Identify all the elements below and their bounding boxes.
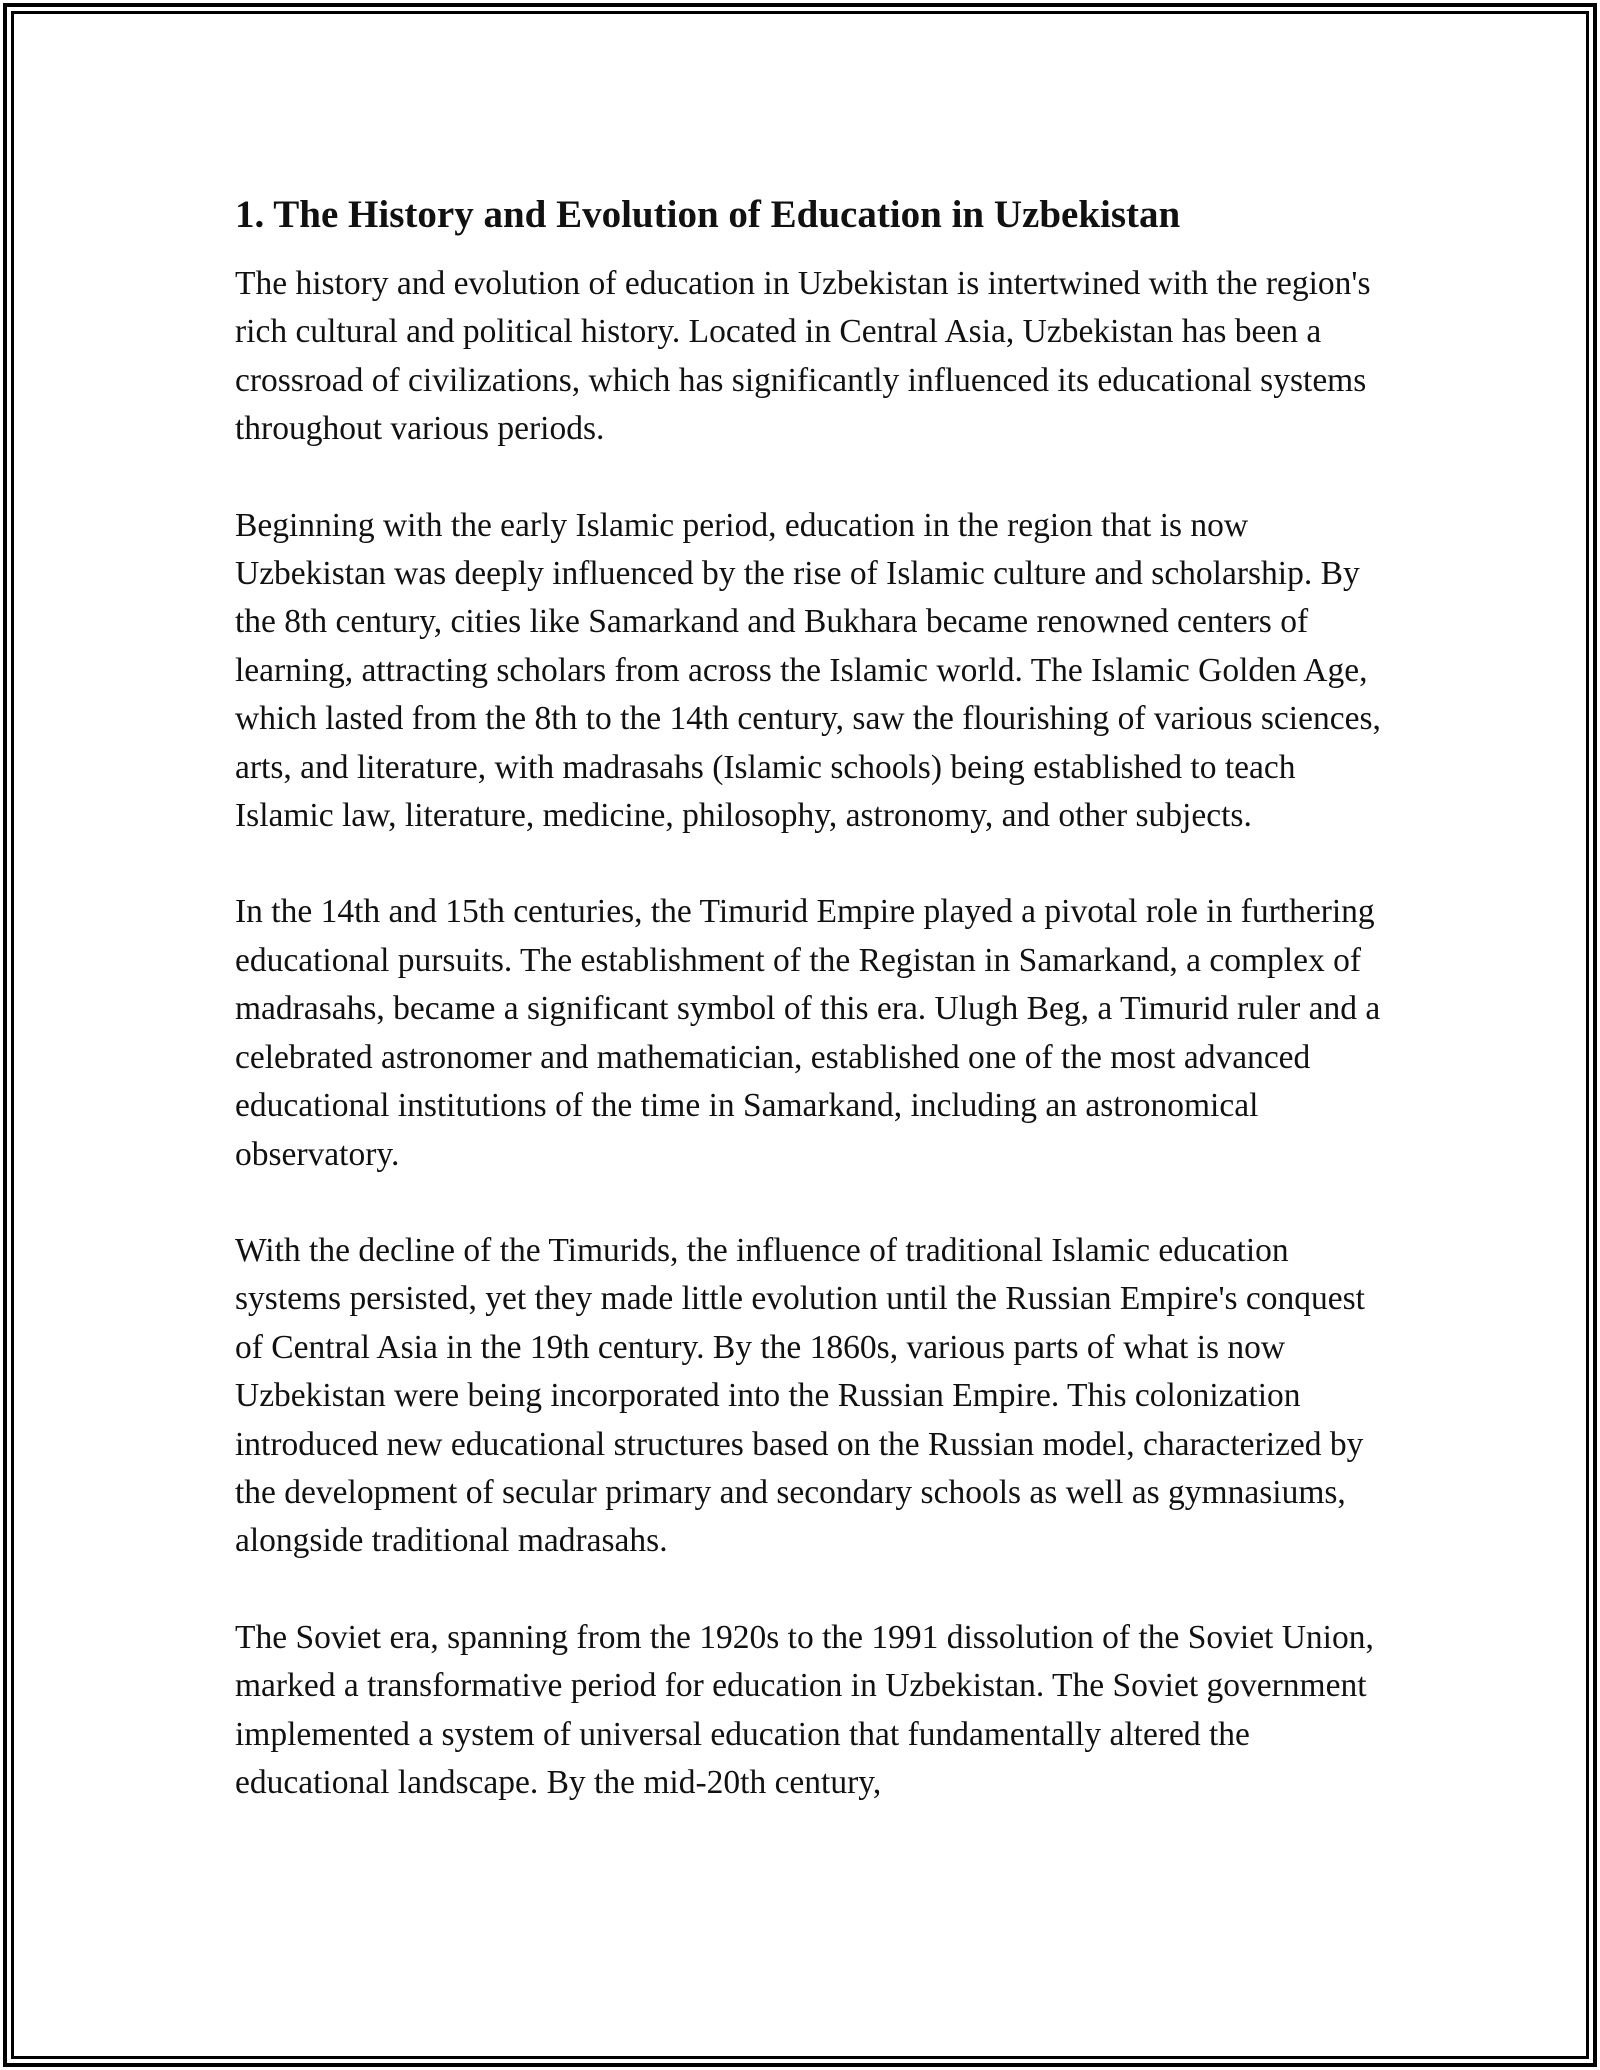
section-title: 1. The History and Evolution of Education in Uzbekistan xyxy=(235,193,1181,236)
paragraph-timurid-empire: In the 14th and 15th centuries, the Timurid Empire played a pivotal role in furthering educational pursuits. The establishment of the Registan in Samarkand, a complex of madrasahs, became a significant symbol of this era. Ulugh Beg, a Timurid ruler and a celebrated astronomer and mathematician, established one of the most advanced educational institutions of the time in Samarkand, including an astronomical observatory. xyxy=(235,893,1381,1173)
document-body xyxy=(235,188,1385,1855)
paragraph-soviet-era: The Soviet era, spanning from the 1920s to the 1991 dissolution of the Soviet Union, marked a transformative period for education in Uzbekistan. The Soviet government implemented a system of universal education that fundamentally altered the educational landscape. By the mid-20th century, xyxy=(235,1618,1374,1801)
paragraph-russian-empire: With the decline of the Timurids, the influence of traditional Islamic education systems persisted, yet they made little evolution until the Russian Empire's conquest of Central Asia in the 19th century. By the 1860s, various parts of what is now Uzbekistan were being incorporated into the Russian Empire. This colonization introduced new educational structures based on the Russian model, characterized by the development of secular primary and secondary schools as well as gymnasiums, alongside traditional madrasahs. xyxy=(235,1231,1365,1560)
paragraph-islamic-period: Beginning with the early Islamic period, education in the region that is now Uzbekistan was deeply influenced by the rise of Islamic culture and scholarship. By the 8th century, cities like Samarkand and Bukhara became renowned centers of learning, attracting scholars from across the Islamic world. The Islamic Golden Age, which lasted from the 8th to the 14th century, saw the flourishing of various sciences, arts, and literature, with madrasahs (Islamic schools) being established to teach Islamic law, literature, medicine, philosophy, astronomy, and other subjects. xyxy=(235,506,1381,835)
paragraph-intro: The history and evolution of education in Uzbekistan is intertwined with the region's rich cultural and political history. Located in Central Asia, Uzbekistan has been a crossroad of civilizations, which has significantly influenced its educational systems throughout various periods. xyxy=(235,265,1371,448)
